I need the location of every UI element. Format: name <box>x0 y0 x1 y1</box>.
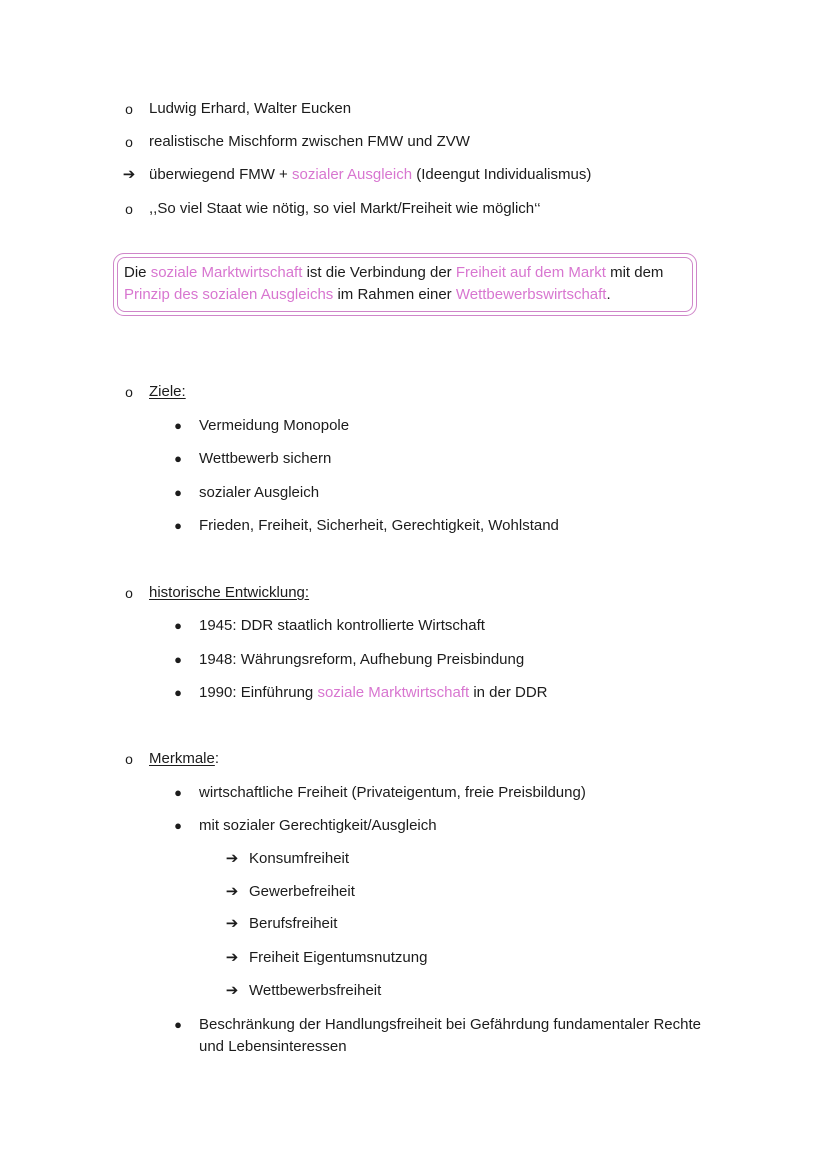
ziele-item: Vermeidung Monopole <box>199 417 350 434</box>
merkmale-sub-item: Freiheit Eigentumsnutzung <box>249 949 428 966</box>
historisch-item: 1990: Einführung soziale Marktwirtschaft in der DDR <box>199 684 548 701</box>
intro-item-authors: Ludwig Erhard, Walter Eucken <box>149 100 352 117</box>
intro-item-fmw: überwiegend FMW + sozialer Ausgleich (Ideengut Individualismus) <box>149 166 592 183</box>
historisch-item: 1948: Währungsreform, Aufhebung Preisbindung <box>199 651 525 668</box>
arrow-right-icon: ➔ <box>225 883 239 900</box>
merkmale-item: wirtschaftliche Freiheit (Privateigentum, freie Preisbildung) <box>199 784 586 801</box>
arrow-right-icon: ➔ <box>122 166 136 183</box>
bullet-icon: ● <box>174 652 182 667</box>
bullet-icon: ● <box>174 451 182 466</box>
intro-item-quote: ,,So viel Staat wie nötig, so viel Markt/Freiheit wie möglich‘‘ <box>149 200 541 217</box>
highlight-freiheit-markt: Freiheit auf dem Markt <box>455 264 606 281</box>
arrow-right-icon: ➔ <box>225 850 239 867</box>
intro-item-mischform: realistische Mischform zwischen FMW und ZVW <box>149 133 470 150</box>
bullet-icon: ● <box>174 1017 182 1032</box>
circle-bullet-icon: o <box>125 134 133 150</box>
highlight-wettbewerbswirtschaft: Wettbewerbswirtschaft <box>455 286 607 303</box>
ziele-item: Wettbewerb sichern <box>199 450 332 467</box>
ziele-item: sozialer Ausgleich <box>199 484 320 501</box>
section-heading-historische-entwicklung: historische Entwicklung: <box>149 584 310 601</box>
section-heading-merkmale: Merkmale: <box>149 750 220 767</box>
highlight-soziale-marktwirtschaft: soziale Marktwirtschaft <box>150 264 303 281</box>
merkmale-item: mit sozialer Gerechtigkeit/Ausgleich <box>199 817 437 834</box>
merkmale-sub-item: Gewerbefreiheit <box>249 883 355 900</box>
highlight-soziale-marktwirtschaft-ddr: soziale Marktwirtschaft <box>317 684 470 701</box>
ziele-item: Frieden, Freiheit, Sicherheit, Gerechtigkeit, Wohlstand <box>199 517 559 534</box>
historisch-item: 1945: DDR staatlich kontrollierte Wirtschaft <box>199 617 485 634</box>
circle-bullet-icon: o <box>125 751 133 767</box>
arrow-right-icon: ➔ <box>225 949 239 966</box>
merkmale-item-line2: und Lebensinteressen <box>199 1038 347 1055</box>
highlight-sozialer-ausgleich: sozialer Ausgleich <box>291 166 413 183</box>
bullet-icon: ● <box>174 485 182 500</box>
bullet-icon: ● <box>174 685 182 700</box>
arrow-right-icon: ➔ <box>225 915 239 932</box>
circle-bullet-icon: o <box>125 585 133 601</box>
bullet-icon: ● <box>174 818 182 833</box>
merkmale-sub-item: Konsumfreiheit <box>249 850 350 867</box>
bullet-icon: ● <box>174 618 182 633</box>
circle-bullet-icon: o <box>125 101 133 117</box>
highlight-prinzip-ausgleich: Prinzip des sozialen Ausgleichs <box>124 286 334 303</box>
merkmale-item-line1: Beschränkung der Handlungsfreiheit bei Gefährdung fundamentaler Rechte <box>199 1016 701 1033</box>
definition-text: Die soziale Marktwirtschaft ist die Verbindung der Freiheit auf dem Markt mit dem Prinzip des sozialen Ausgleichs im Rahmen einer Wettbewerbswirtschaft. <box>124 264 664 303</box>
bullet-icon: ● <box>174 418 182 433</box>
merkmale-sub-item: Berufsfreiheit <box>249 915 338 932</box>
section-heading-ziele: Ziele: <box>149 383 186 400</box>
arrow-right-icon: ➔ <box>225 982 239 999</box>
merkmale-sub-item: Wettbewerbsfreiheit <box>249 982 382 999</box>
circle-bullet-icon: o <box>125 201 133 217</box>
bullet-icon: ● <box>174 518 182 533</box>
bullet-icon: ● <box>174 785 182 800</box>
circle-bullet-icon: o <box>125 384 133 400</box>
